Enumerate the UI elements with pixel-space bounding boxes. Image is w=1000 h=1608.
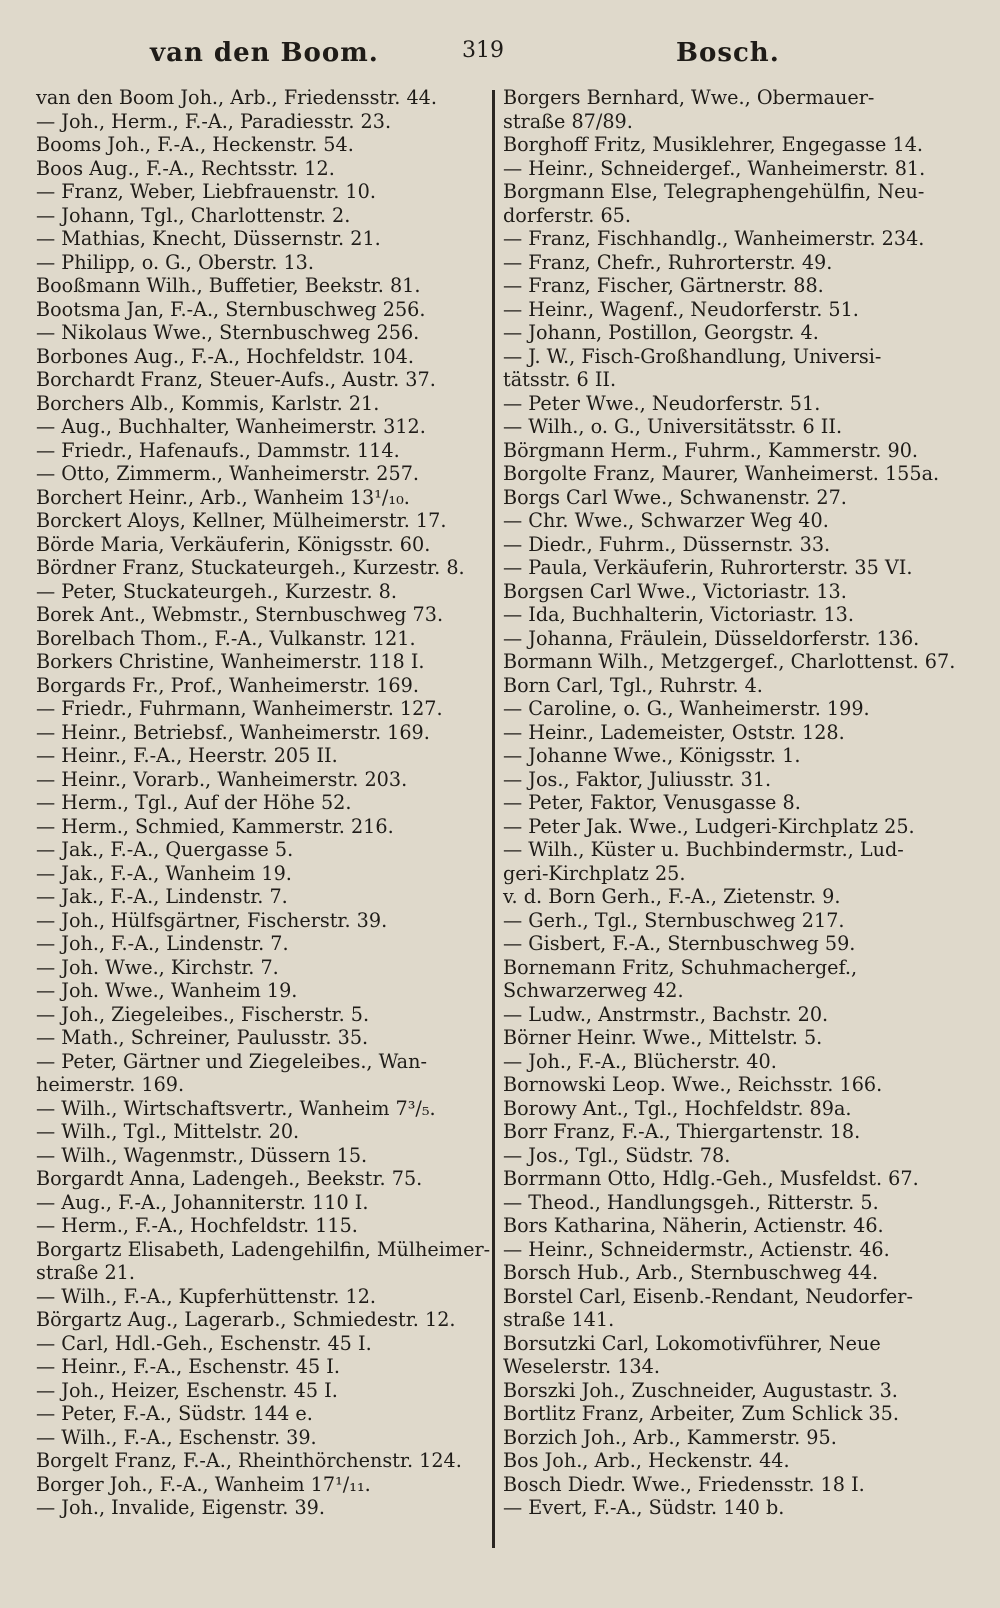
directory-entry: — Diedr., Fuhrm., Düssernstr. 33. — [503, 532, 831, 556]
directory-entry: — Joh. Wwe., Wanheim 19. — [36, 979, 298, 1002]
directory-entry: Bornemann Fritz, Schuhmachergef., — [503, 955, 858, 979]
directory-entry: — Joh., Ziegeleibes., Fischerstr. 5. — [36, 1002, 370, 1026]
directory-entry: Borchardt Franz, Steuer-Aufs., Austr. 37. — [36, 368, 436, 391]
directory-entry: — Franz, Weber, Liebfrauenstr. 10. — [36, 180, 376, 203]
directory-entry: — Peter, Faktor, Venusgasse 8. — [503, 791, 801, 814]
directory-entry: Börde Maria, Verkäuferin, Königsstr. 60. — [36, 532, 431, 556]
directory-entry: Booms Joh., F.-A., Heckenstr. 54. — [36, 133, 354, 156]
directory-entry: — Theod., Handlungsgeh., Ritterstr. 5. — [503, 1190, 879, 1214]
directory-entry: — Ida, Buchhalterin, Victoriastr. 13. — [503, 603, 854, 626]
directory-entry: — Heinr., Wagenf., Neudorferstr. 51. — [503, 297, 859, 321]
directory-entry: — Heinr., Schneidermstr., Actienstr. 46. — [503, 1237, 890, 1261]
directory-entry: — Gerh., Tgl., Sternbuschweg 217. — [503, 908, 845, 932]
directory-entry: Booßmann Wilh., Buffetier, Beekstr. 81. — [36, 274, 421, 297]
directory-entry: Boos Aug., F.-A., Rechtsstr. 12. — [36, 156, 335, 180]
directory-entry: — Otto, Zimmerm., Wanheimerstr. 257. — [36, 462, 420, 485]
directory-entry: — Peter, Stuckateurgeh., Kurzestr. 8. — [36, 579, 397, 603]
directory-entry: heimerstr. 169. — [36, 1073, 185, 1096]
directory-entry: Born Carl, Tgl., Ruhrstr. 4. — [503, 673, 763, 697]
directory-entry: Börgartz Aug., Lagerarb., Schmiedestr. 12. — [36, 1308, 456, 1331]
directory-entry: — Joh. Wwe., Kirchstr. 7. — [36, 955, 279, 979]
directory-entry: Borckert Aloys, Kellner, Mülheimerstr. 17. — [36, 509, 447, 532]
directory-entry: Borrmann Otto, Hdlg.-Geh., Musfeldst. 67. — [503, 1167, 919, 1190]
directory-entry: Bosch Diedr. Wwe., Friedensstr. 18 I. — [503, 1472, 865, 1496]
directory-entry: Borgartz Elisabeth, Ladengehilfin, Mülheimer- — [36, 1237, 491, 1261]
directory-entry: — Aug., Buchhalter, Wanheimerstr. 312. — [36, 415, 426, 438]
directory-entry: Bors Katharina, Näherin, Actienstr. 46. — [503, 1214, 884, 1237]
directory-entry: Borzich Joh., Arb., Kammerstr. 95. — [503, 1425, 837, 1449]
directory-entry: — Gisbert, F.-A., Sternbuschweg 59. — [503, 932, 856, 955]
directory-entry: — Franz, Chefr., Ruhrorterstr. 49. — [503, 250, 833, 274]
directory-entry: — Wilh., Küster u. Buchbindermstr., Lud- — [503, 838, 904, 861]
header-right-catchword: Bosch. — [676, 38, 780, 68]
directory-entry: — Heinr., Betriebsf., Wanheimerstr. 169. — [36, 720, 430, 744]
directory-entry: Borowy Ant., Tgl., Hochfeldstr. 89a. — [503, 1096, 852, 1120]
directory-entry: Bormann Wilh., Metzgergef., Charlottenst. 67. — [503, 650, 956, 673]
directory-entry: — Joh., Heizer, Eschenstr. 45 I. — [36, 1378, 338, 1402]
directory-entry: — Heinr., F.-A., Heerstr. 205 II. — [36, 744, 338, 767]
directory-entry: tätsstr. 6 II. — [503, 368, 617, 391]
column-divider — [492, 90, 495, 1548]
page-header — [0, 34, 1000, 74]
directory-entry: Borgsen Carl Wwe., Victoriastr. 13. — [503, 579, 847, 603]
directory-entry: — Peter Jak. Wwe., Ludgeri-Kirchplatz 25. — [503, 814, 915, 838]
directory-entry: — Paula, Verkäuferin, Ruhrorterstr. 35 VI. — [503, 556, 913, 579]
directory-entry: Borchers Alb., Kommis, Karlstr. 21. — [36, 391, 380, 415]
directory-entry: — Wilh., Wirtschaftsvertr., Wanheim 7³/₅. — [36, 1096, 436, 1120]
directory-entry: Borgs Carl Wwe., Schwanenstr. 27. — [503, 485, 847, 509]
directory-entry: — Joh., Hülfsgärtner, Fischerstr. 39. — [36, 908, 388, 932]
directory-entry: — Caroline, o. G., Wanheimerstr. 199. — [503, 697, 870, 720]
directory-entry: — Nikolaus Wwe., Sternbuschweg 256. — [36, 321, 420, 344]
directory-entry: straße 87/89. — [503, 109, 633, 133]
directory-entry: Börner Heinr. Wwe., Mittelstr. 5. — [503, 1026, 823, 1049]
directory-entry: — Herm., Tgl., Auf der Höhe 52. — [36, 791, 352, 814]
directory-entry: — Joh., Invalide, Eigenstr. 39. — [36, 1496, 325, 1519]
directory-entry: van den Boom Joh., Arb., Friedensstr. 44. — [36, 86, 437, 109]
directory-entry: — Johanne Wwe., Königsstr. 1. — [503, 744, 801, 767]
directory-entry: Borgers Bernhard, Wwe., Obermauer- — [503, 86, 875, 109]
directory-entry: — Math., Schreiner, Paulusstr. 35. — [36, 1026, 369, 1049]
directory-entry: Borelbach Thom., F.-A., Vulkanstr. 121. — [36, 626, 416, 650]
directory-entry: Borstel Carl, Eisenb.-Rendant, Neudorfer- — [503, 1284, 913, 1308]
directory-entry: Borek Ant., Webmstr., Sternbuschweg 73. — [36, 603, 444, 626]
directory-entry: — Wilh., F.-A., Eschenstr. 39. — [36, 1425, 317, 1449]
directory-entry: geri-Kirchplatz 25. — [503, 861, 686, 885]
directory-entry: — Wilh., F.-A., Kupferhüttenstr. 12. — [36, 1284, 377, 1308]
directory-entry: — Wilh., Wagenmstr., Düssern 15. — [36, 1143, 368, 1167]
directory-entry: Borgmann Else, Telegraphengehülfin, Neu- — [503, 180, 925, 203]
header-left-catchword: van den Boom. — [150, 38, 379, 68]
directory-entry: v. d. Born Gerh., F.-A., Zietenstr. 9. — [503, 885, 841, 908]
directory-entry: Borghoff Fritz, Musiklehrer, Engegasse 14. — [503, 133, 924, 156]
directory-entry: Bootsma Jan, F.-A., Sternbuschweg 256. — [36, 297, 426, 321]
directory-entry: — Johann, Postillon, Georgstr. 4. — [503, 321, 819, 344]
directory-entry: — Heinr., Schneidergef., Wanheimerstr. 81. — [503, 156, 926, 180]
directory-entry: — Franz, Fischer, Gärtnerstr. 88. — [503, 274, 824, 297]
directory-entry: — Aug., F.-A., Johanniterstr. 110 I. — [36, 1190, 369, 1214]
directory-entry: Borgards Fr., Prof., Wanheimerstr. 169. — [36, 673, 419, 697]
directory-entry: straße 21. — [36, 1261, 135, 1284]
directory-entry: — Heinr., Vorarb., Wanheimerstr. 203. — [36, 767, 408, 791]
directory-entry: — Chr. Wwe., Schwarzer Weg 40. — [503, 509, 829, 532]
directory-entry: — Wilh., Tgl., Mittelstr. 20. — [36, 1120, 300, 1143]
directory-entry: Borgelt Franz, F.-A., Rheinthörchenstr. 124. — [36, 1449, 462, 1472]
directory-entry: Borsch Hub., Arb., Sternbuschweg 44. — [503, 1261, 879, 1284]
directory-entry: — Heinr., Lademeister, Oststr. 128. — [503, 720, 845, 744]
directory-entry: — Philipp, o. G., Oberstr. 13. — [36, 250, 314, 274]
page-number: 319 — [462, 38, 504, 63]
left-column — [36, 86, 491, 1520]
directory-entry: — Ludw., Anstrmstr., Bachstr. 20. — [503, 1002, 829, 1026]
directory-entry: — Friedr., Fuhrmann, Wanheimerstr. 127. — [36, 697, 443, 720]
directory-entry: — Peter, Gärtner und Ziegeleibes., Wan- — [36, 1049, 427, 1073]
directory-entry: straße 141. — [503, 1308, 615, 1331]
directory-entry: — Wilh., o. G., Universitätsstr. 6 II. — [503, 415, 843, 438]
directory-entry: — Joh., F.-A., Lindenstr. 7. — [36, 932, 289, 955]
directory-entry: Borgolte Franz, Maurer, Wanheimerst. 155a. — [503, 462, 940, 485]
directory-entry: — Jos., Faktor, Juliusstr. 31. — [503, 767, 772, 791]
directory-entry: Borr Franz, F.-A., Thiergartenstr. 18. — [503, 1120, 861, 1143]
directory-entry: — Peter Wwe., Neudorferstr. 51. — [503, 391, 821, 415]
directory-entry: Weselerstr. 134. — [503, 1355, 660, 1378]
directory-entry: — Carl, Hdl.-Geh., Eschenstr. 45 I. — [36, 1331, 372, 1355]
directory-entry: — Johann, Tgl., Charlottenstr. 2. — [36, 203, 351, 227]
directory-entry: Bornowski Leop. Wwe., Reichsstr. 166. — [503, 1073, 883, 1096]
directory-entry: — Peter, F.-A., Südstr. 144 e. — [36, 1402, 313, 1425]
directory-entry: — Johanna, Fräulein, Düsseldorferstr. 136. — [503, 626, 920, 650]
directory-entry: Börgmann Herm., Fuhrm., Kammerstr. 90. — [503, 438, 919, 462]
right-column — [503, 86, 956, 1520]
directory-entry: Bos Joh., Arb., Heckenstr. 44. — [503, 1449, 790, 1472]
directory-entry: — Heinr., F.-A., Eschenstr. 45 I. — [36, 1355, 340, 1378]
directory-entry: Borbones Aug., F.-A., Hochfeldstr. 104. — [36, 344, 414, 368]
directory-entry: — Joh., F.-A., Blücherstr. 40. — [503, 1049, 777, 1073]
directory-entry: — Franz, Fischhandlg., Wanheimerstr. 234. — [503, 227, 925, 250]
directory-entry: — Herm., F.-A., Hochfeldstr. 115. — [36, 1214, 358, 1237]
directory-entry: — Jak., F.-A., Wanheim 19. — [36, 861, 292, 885]
directory-entry: — Jos., Tgl., Südstr. 78. — [503, 1143, 731, 1167]
directory-entry: Schwarzerweg 42. — [503, 979, 684, 1002]
directory-entry: — Evert, F.-A., Südstr. 140 b. — [503, 1496, 785, 1519]
directory-entry: — Friedr., Hafenaufs., Dammstr. 114. — [36, 438, 400, 462]
directory-entry: Borkers Christine, Wanheimerstr. 118 I. — [36, 650, 425, 673]
directory-entry: Borger Joh., F.-A., Wanheim 17¹/₁₁. — [36, 1472, 371, 1496]
directory-entry: Borsutzki Carl, Lokomotivführer, Neue — [503, 1331, 881, 1355]
directory-entry: Bortlitz Franz, Arbeiter, Zum Schlick 35. — [503, 1402, 899, 1425]
directory-entry: Bördner Franz, Stuckateurgeh., Kurzestr. 8. — [36, 556, 465, 579]
directory-entry: — Mathias, Knecht, Düssernstr. 21. — [36, 227, 381, 250]
directory-entry: dorferstr. 65. — [503, 203, 631, 227]
directory-entry: — Jak., F.-A., Lindenstr. 7. — [36, 885, 288, 908]
directory-entry: — J. W., Fisch-Großhandlung, Universi- — [503, 344, 882, 368]
directory-entry: — Joh., Herm., F.-A., Paradiesstr. 23. — [36, 109, 392, 133]
directory-entry: Borszki Joh., Zuschneider, Augustastr. 3. — [503, 1378, 898, 1402]
directory-entry: Borchert Heinr., Arb., Wanheim 13¹/₁₀. — [36, 485, 410, 509]
directory-entry: — Herm., Schmied, Kammerstr. 216. — [36, 814, 394, 838]
directory-entry: Borgardt Anna, Ladengeh., Beekstr. 75. — [36, 1167, 423, 1190]
directory-entry: — Jak., F.-A., Quergasse 5. — [36, 838, 294, 861]
